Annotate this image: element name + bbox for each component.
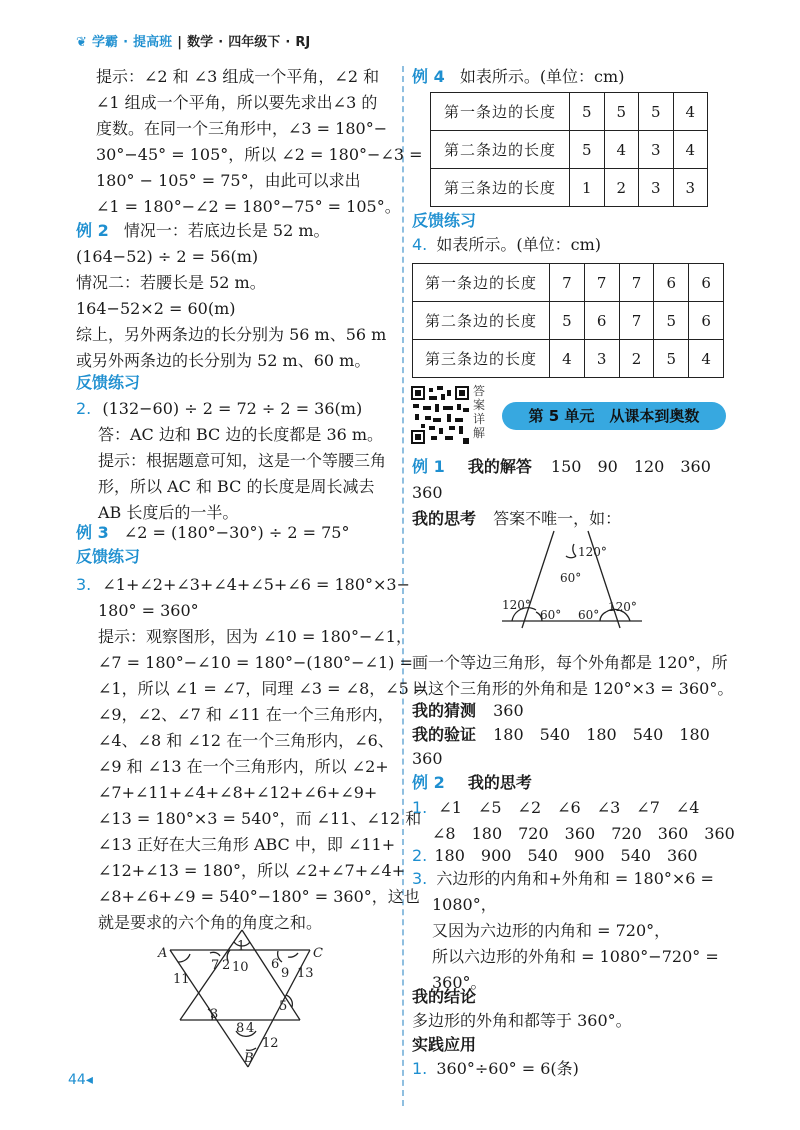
table-cell: 4 xyxy=(673,93,708,131)
conclusion-text: 多边形的外角和都等于 360°。 xyxy=(412,1011,632,1030)
brand-leaf-icon: ❦ xyxy=(76,35,87,50)
table-cell: 5 xyxy=(639,93,674,131)
label-1: 1 xyxy=(237,939,246,954)
label-13: 13 xyxy=(297,966,314,981)
page-number-value: 44 xyxy=(68,1072,86,1088)
page-header: ❦ 学霸 · 提高班 | 数学 · 四年级下 · RJ xyxy=(76,35,311,50)
label-10: 10 xyxy=(232,960,249,975)
example-2-line: 或另外两条边的长分别为 52 m、60 m。 xyxy=(76,351,371,370)
label-3: 3 xyxy=(210,1007,219,1022)
page-number xyxy=(68,1072,93,1088)
arc-7 xyxy=(210,952,220,956)
my-verify-label: 我的验证 xyxy=(412,725,477,744)
label-4: 4 xyxy=(246,1021,255,1036)
right-example-2-sub: 我的思考 xyxy=(467,773,532,792)
q3-line: ∠4、∠8 和 ∠12 在一个三角形内，∠6、 xyxy=(98,731,394,750)
table-cell: 6 xyxy=(584,302,619,340)
r-q2-number: 2. xyxy=(412,846,428,865)
table-cell: 5 xyxy=(654,302,689,340)
my-guess xyxy=(412,698,524,724)
label-9: 9 xyxy=(281,966,290,981)
q2-number: 2. xyxy=(76,399,92,418)
hint1-line: ∠1 组成一个平角，所以要先求出∠3 的 xyxy=(96,93,378,112)
my-answer-label: 我的解答 xyxy=(467,457,532,476)
q2-line: AB 长度后的一半。 xyxy=(98,503,239,522)
arc-right-in xyxy=(600,612,606,621)
example-3-text: ∠2 = (180°−30°) ÷ 2 = 75° xyxy=(123,523,350,542)
r-q3-line: 又因为六边形的内角和 = 720°， xyxy=(432,921,671,940)
q3-line: 就是要求的六个角的角度之和。 xyxy=(98,913,323,932)
table-cell: 7 xyxy=(584,264,619,302)
right-example-1 xyxy=(412,454,711,480)
label-7: 7 xyxy=(211,958,220,973)
row-label: 第二条边的长度 xyxy=(431,131,570,169)
row-label: 第二条边的长度 xyxy=(413,302,550,340)
my-answer-cont: 360 xyxy=(412,483,443,502)
my-verify-cont: 360 xyxy=(412,749,443,768)
q3-line: 180° = 360° xyxy=(98,601,199,620)
r-q1-line: ∠1 ∠5 ∠2 ∠6 ∠3 ∠7 ∠4 xyxy=(438,798,700,817)
r-q3-number: 3. xyxy=(412,869,428,888)
hint1-line: 30°−45° = 105°，所以 ∠2 = 180°−∠3 = xyxy=(96,145,423,164)
example-4-text: 如表所示。(单位：cm) xyxy=(459,67,625,86)
label-right-in: 60° xyxy=(578,608,600,622)
q3-line: 提示：观察图形，因为 ∠10 = 180°−∠1， xyxy=(98,627,412,646)
example-2-line: 情况一：若底边长是 52 m。 xyxy=(123,221,330,240)
qr-code-icon[interactable] xyxy=(411,386,469,444)
p1-number: 1. xyxy=(412,1059,428,1078)
my-verify xyxy=(412,722,710,748)
table-cell: 5 xyxy=(570,131,605,169)
hint1-line: 提示：∠2 和 ∠3 组成一个平角，∠2 和 xyxy=(96,67,380,86)
q2-line: 形，所以 AC 和 BC 的长度是周长减去 xyxy=(98,477,375,496)
my-thinking-text: 答案不唯一，如： xyxy=(493,509,622,528)
table-cell: 1 xyxy=(570,169,605,207)
example-2-label: 例 2 xyxy=(76,221,109,240)
table-cell: 3 xyxy=(673,169,708,207)
label-top-in: 60° xyxy=(560,571,582,585)
example-4-label: 例 4 xyxy=(412,67,445,86)
example-2 xyxy=(76,218,330,244)
right-q1 xyxy=(412,795,735,847)
row-label: 第三条边的长度 xyxy=(431,169,570,207)
q2-line: (132−60) ÷ 2 = 72 ÷ 2 = 36(m) xyxy=(102,399,363,418)
question-3 xyxy=(76,572,427,936)
q3-line: ∠13 正好在大三角形 ABC 中，即 ∠11+ xyxy=(98,835,396,854)
q3-line: ∠12+∠13 = 180°，所以 ∠2+∠7+∠4+ xyxy=(98,861,406,880)
arc-top-in xyxy=(566,556,576,558)
example-2-line: 164−52×2 = 60(m) xyxy=(76,299,236,318)
hint1-line: 度数。在同一个三角形中，∠3 = 180°− xyxy=(96,119,388,138)
table-cell: 2 xyxy=(619,340,654,378)
table-cell: 3 xyxy=(584,340,619,378)
right-example-2 xyxy=(412,770,532,796)
practice-label: 实践应用 xyxy=(412,1035,477,1054)
q3-line: ∠9 和 ∠13 在一个三角形内，所以 ∠2+ xyxy=(98,757,389,776)
label-C: C xyxy=(313,946,323,961)
right-q3 xyxy=(412,866,719,996)
r-q3-line: 六边形的内角和+外角和 = 180°×6 = xyxy=(436,869,714,888)
example-3-label: 例 3 xyxy=(76,523,109,542)
r-q3-line: 360°。 xyxy=(432,973,487,992)
table-cell: 5 xyxy=(570,93,605,131)
table-row xyxy=(431,131,708,169)
q4-number: 4. xyxy=(412,235,428,254)
arc-9 xyxy=(288,953,298,957)
brand-name: 学霸 xyxy=(92,35,119,50)
label-top-ext: 120° xyxy=(578,545,607,559)
line-star-right xyxy=(242,930,300,1020)
exterior-angle-triangle xyxy=(492,530,652,640)
table-row xyxy=(413,264,724,302)
row-label: 第三条边的长度 xyxy=(413,340,550,378)
q3-line: ∠1，所以 ∠1 = ∠7，同理 ∠3 = ∠8，∠5 = xyxy=(98,679,428,698)
table-cell: 7 xyxy=(550,264,585,302)
question-4 xyxy=(412,232,601,258)
unit-title-banner: 第 5 单元 从课本到奥数 xyxy=(502,402,726,430)
label-A: A xyxy=(158,946,168,961)
feedback-heading-2: 反馈练习 xyxy=(76,547,141,566)
hint1-line: ∠1 = 180°−∠2 = 180°−75° = 105°。 xyxy=(96,197,401,216)
table-cell: 4 xyxy=(604,131,639,169)
table-cell: 4 xyxy=(550,340,585,378)
right-example-1-label: 例 1 xyxy=(412,457,445,476)
my-verify-values: 180 540 180 540 180 xyxy=(493,725,710,744)
label-right-ext: 120° xyxy=(608,600,637,614)
table-cell: 4 xyxy=(673,131,708,169)
label-8: 8 xyxy=(236,1021,245,1036)
table-cell: 3 xyxy=(639,169,674,207)
row-label: 第一条边的长度 xyxy=(431,93,570,131)
my-guess-label: 我的猜测 xyxy=(412,701,477,720)
p1-text: 360°÷60° = 6(条) xyxy=(436,1059,579,1078)
page-arrow-icon: ◂ xyxy=(85,1072,93,1088)
table-cell: 3 xyxy=(639,131,674,169)
example-3 xyxy=(76,520,349,546)
table-cell: 4 xyxy=(689,340,724,378)
star-figure xyxy=(150,925,350,1070)
r-q2-line: 180 900 540 900 540 360 xyxy=(434,846,698,865)
right-example-2-label: 例 2 xyxy=(412,773,445,792)
q3-line: ∠7 = 180°−∠10 = 180°−(180°−∠1) = xyxy=(98,653,413,672)
table-cell: 6 xyxy=(689,264,724,302)
q3-line: ∠9，∠2、∠7 和 ∠11 在一个三角形内， xyxy=(98,705,394,724)
conclusion-label: 我的结论 xyxy=(412,987,477,1006)
feedback-heading-right: 反馈练习 xyxy=(412,211,477,230)
label-6: 6 xyxy=(271,957,280,972)
table-cell: 5 xyxy=(604,93,639,131)
r-q3-line: 1080°， xyxy=(432,895,497,914)
table-row xyxy=(413,340,724,378)
label-B: B xyxy=(244,1051,254,1066)
label-5: 5 xyxy=(279,999,288,1014)
q3-line: ∠8+∠6+∠9 = 540°−180° = 360°，这也 xyxy=(98,887,420,906)
row-label: 第一条边的长度 xyxy=(413,264,550,302)
example-2-line: 综上，另外两条边的长分别为 56 m、56 m xyxy=(76,325,387,344)
edition: RJ xyxy=(295,35,311,50)
my-thinking-label: 我的思考 xyxy=(412,509,477,528)
table-cell: 2 xyxy=(604,169,639,207)
draw-line: 画一个等边三角形，每个外角都是 120°，所 xyxy=(412,653,728,672)
grade: 四年级下 xyxy=(228,35,281,50)
label-left-ext: 120° xyxy=(502,598,531,612)
r-q1-number: 1. xyxy=(412,798,428,817)
q3-line: ∠13 = 180°×3 = 540°，而 ∠11、∠12 和 xyxy=(98,809,422,828)
r-q1-line: ∠8 180 720 360 720 360 360 xyxy=(432,824,735,843)
series-name: 提高班 xyxy=(133,35,173,50)
subject: 数学 xyxy=(187,35,214,50)
q2-line: 提示：根据题意可知，这是一个等腰三角 xyxy=(98,451,387,470)
table-cell: 7 xyxy=(619,302,654,340)
label-12: 12 xyxy=(262,1036,279,1051)
q3-line: ∠7+∠11+∠4+∠8+∠12+∠6+∠9+ xyxy=(98,783,378,802)
q3-number: 3. xyxy=(76,575,92,594)
qr-caption: 答案详解 xyxy=(473,384,486,440)
table-row xyxy=(431,93,708,131)
table-cell: 5 xyxy=(654,340,689,378)
draw-explanation xyxy=(412,650,733,702)
arc-top-ext xyxy=(573,544,576,556)
my-guess-value: 360 xyxy=(493,701,524,720)
example-4 xyxy=(412,64,624,90)
r-q3-line: 所以六边形的外角和 = 1080°−720° = xyxy=(432,947,719,966)
q2-line: 答：AC 边和 BC 边的长度都是 36 m。 xyxy=(98,425,384,444)
hint1-line: 180° − 105° = 75°，由此可以求出 xyxy=(96,171,361,190)
table-row xyxy=(413,302,724,340)
table-cell: 5 xyxy=(550,302,585,340)
sides-table-2 xyxy=(412,263,724,378)
sides-table-1 xyxy=(430,92,708,207)
feedback-heading: 反馈练习 xyxy=(76,373,141,392)
table-cell: 7 xyxy=(619,264,654,302)
table-row xyxy=(431,169,708,207)
example-2-body xyxy=(76,244,386,374)
label-left-in: 60° xyxy=(540,608,562,622)
table-cell: 6 xyxy=(689,302,724,340)
q3-line: ∠1+∠2+∠3+∠4+∠5+∠6 = 180°×3− xyxy=(102,575,411,594)
draw-line: 以这个三角形的外角和是 120°×3 = 360°。 xyxy=(412,679,734,698)
example-2-line: (164−52) ÷ 2 = 56(m) xyxy=(76,247,259,266)
label-11: 11 xyxy=(173,972,190,987)
q4-text: 如表所示。(单位：cm) xyxy=(436,235,601,254)
practice-1 xyxy=(412,1056,579,1082)
question-2 xyxy=(76,396,386,526)
label-2: 2 xyxy=(222,958,231,973)
my-answer-values: 150 90 120 360 xyxy=(550,457,711,476)
my-thinking xyxy=(412,506,621,532)
table-cell: 6 xyxy=(654,264,689,302)
example-2-line: 情况二：若腰长是 52 m。 xyxy=(76,273,266,292)
hint-block-1 xyxy=(96,64,423,220)
arc-12 xyxy=(246,1048,256,1050)
arc-11 xyxy=(178,954,190,962)
